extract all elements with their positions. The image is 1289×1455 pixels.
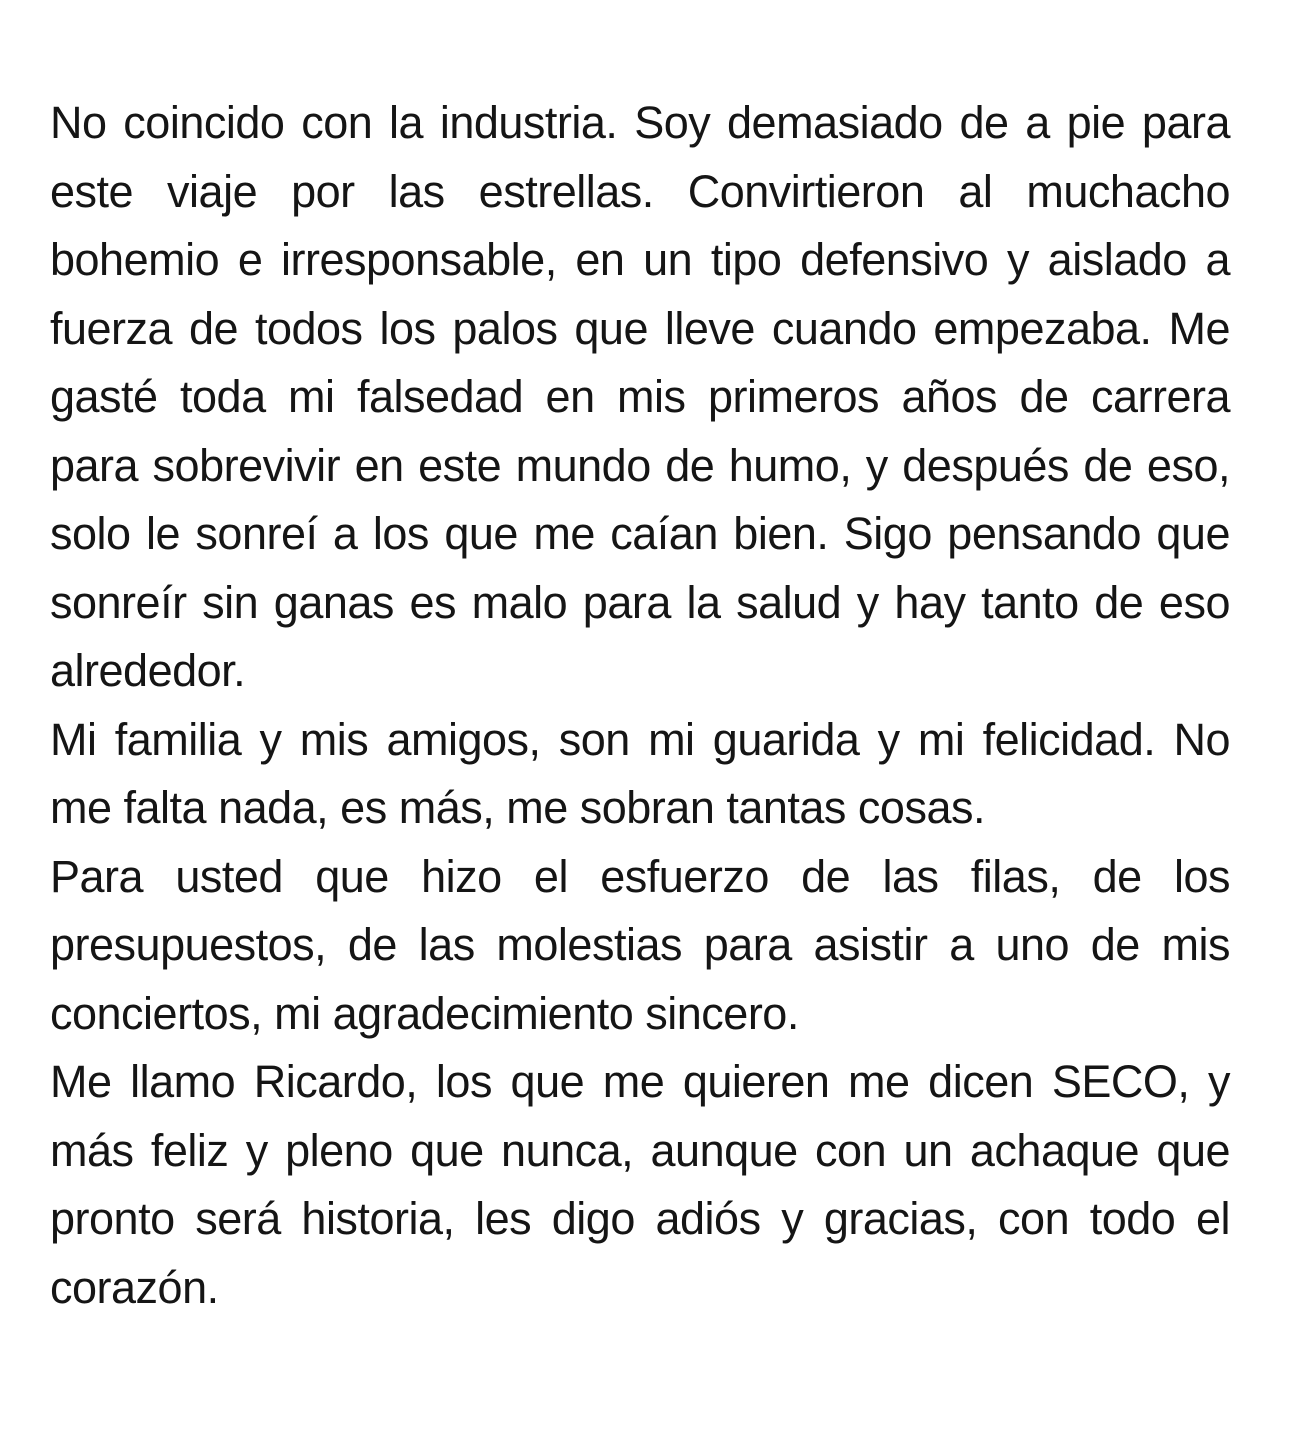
paragraph-industry: No coincido con la industria. Soy demasiado de a pie para este viaje por las estrellas. Convirtieron al muchacho bohemio e irresponsable, en un tipo defensivo y aislado a fuerza de todos los palos que lleve cuando empezaba. Me gasté toda mi falsedad en mis primeros años de carrera para sobrevivir en este mundo de humo, y después de eso, solo le sonreí a los que me caían bien. Sigo pensando que sonreír sin ganas es malo para la salud y hay tanto de eso alrededor. <box>50 97 1230 696</box>
paragraph-gratitude: Para usted que hizo el esfuerzo de las filas, de los presupuestos, de las molestias para asistir a uno de mis conciertos, mi agradecimiento sincero. <box>50 850 1230 1039</box>
paragraph-farewell: Me llamo Ricardo, los que me quieren me dicen SECO, y más feliz y pleno que nunca, aunque con un achaque que pronto será historia, les digo adiós y gracias, con todo el corazón. <box>50 1056 1230 1313</box>
paragraph-family: Mi familia y mis amigos, son mi guarida y mi felicidad. No me falta nada, es más, me sobran tantas cosas. <box>50 713 1230 833</box>
letter-body <box>50 89 1230 1322</box>
